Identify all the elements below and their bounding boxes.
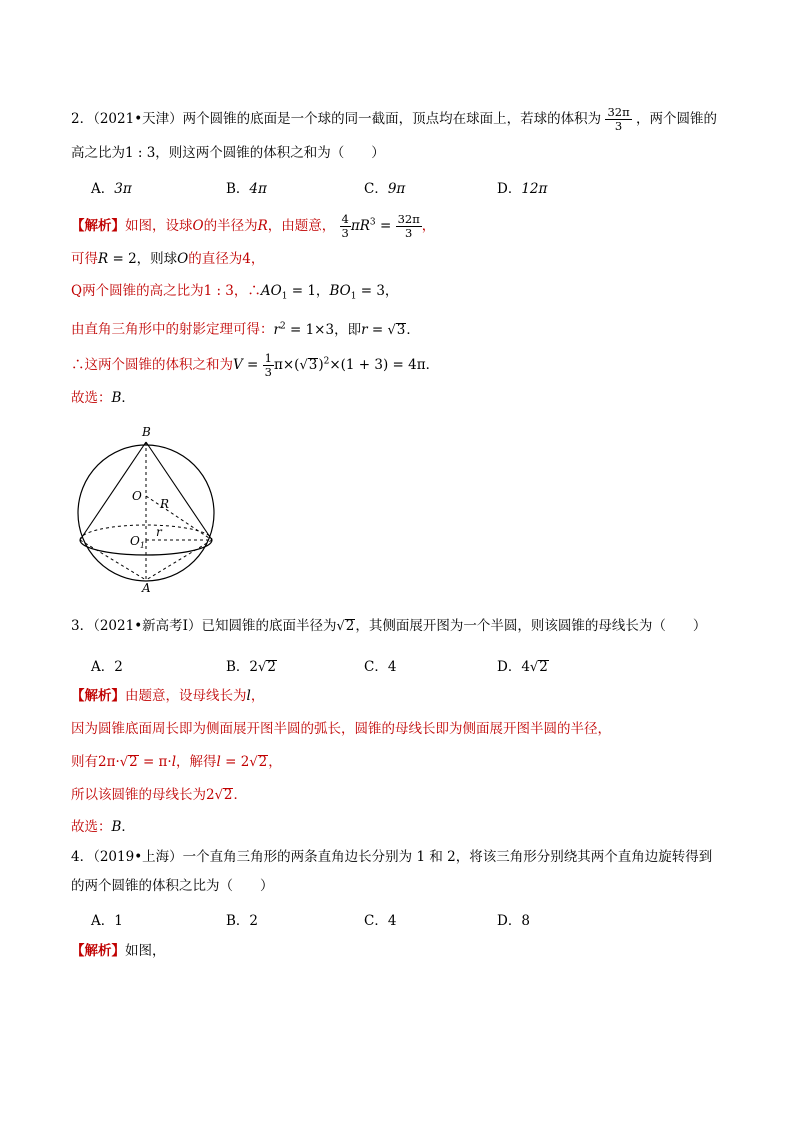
- q4-option-b: B．2: [226, 913, 259, 929]
- label-r: r: [156, 525, 162, 539]
- label-A: A: [142, 581, 151, 595]
- q2-option-c: C．9π: [364, 181, 406, 197]
- q2-option-d: D．12π: [497, 181, 548, 197]
- q4-stem-line1: 4．（2019•上海）一个直角三角形的两条直角边长分别为 1 和 2，将该三角形分别绕其两个直角边旋转得到: [71, 849, 713, 865]
- q4-stem-line2: 的两个圆锥的体积之比为（ ）: [71, 878, 274, 894]
- q3-option-a: A．2: [91, 659, 123, 675]
- label-O: O: [132, 489, 142, 503]
- q2-solution-line1: 【解析】如图，设球O的半径为R，由题意， $\frac{4}{3}$ $\pi R^3$ = $\frac{32\pi}{3}$ ，: [71, 212, 436, 240]
- q2-choose: 故选：B．: [71, 390, 135, 406]
- q2-option-b: B．4π: [226, 181, 267, 197]
- q2-stem-line1: 2．（2021•天津）两个圆锥的底面是一个球的同一截面，顶点均在球面上，若球的体积为 $\frac{32\pi}{3}$ ，两个圆锥的: [71, 105, 717, 133]
- q4-option-c: C．4: [364, 913, 397, 929]
- q3-choose: 故选：B．: [71, 819, 135, 835]
- sphere-cone-figure: [70, 420, 230, 595]
- q2-solution-line4: 由直角三角形中的射影定理可得：$r^2 = 1\times 3$，即r = √3．: [71, 321, 420, 338]
- q3-stem: 3．（2021•新高考Ⅰ）已知圆锥的底面半径为√2，其侧面展开图为一个半圆，则该圆锥的母线长为（ ）: [71, 618, 707, 634]
- q4-option-a: A．1: [91, 913, 123, 929]
- q3-option-d: D．4√2: [497, 659, 548, 675]
- q3-option-c: C．4: [364, 659, 397, 675]
- q2-solution-line2: 可得R = 2，则球O的直径为4，: [71, 251, 265, 267]
- q2-option-a: A．3π: [91, 181, 132, 197]
- q4-solution-line1: 【解析】如图，: [71, 943, 166, 959]
- q3-option-b: B．2√2: [226, 659, 276, 675]
- q3-solution-line2: 因为圆锥底面周长即为侧面展开图半圆的弧长，圆锥的母线长即为侧面展开图半圆的半径，: [71, 721, 611, 737]
- q3-solution-line3: 则有2π·√2 = π·l，解得l = 2√2，: [71, 754, 282, 770]
- label-R: R: [160, 497, 170, 511]
- label-O1: $O_1$: [130, 534, 145, 550]
- q2-solution-line3: Q两个圆锥的高之比为1 : 3，$\therefore AO_1 = 1$，$BO_1 = 3$，: [71, 283, 399, 302]
- lower-edge-right: [146, 540, 212, 580]
- q4-option-d: D．8: [497, 913, 530, 929]
- q3-solution-line4: 所以该圆锥的母线长为2√2．: [71, 787, 247, 803]
- q2-volume-fraction: $\frac{32\pi}{3}$: [607, 105, 630, 133]
- q3-solution-line1: 【解析】由题意，设母线长为l，: [71, 688, 265, 704]
- label-B: B: [142, 425, 151, 439]
- q2-solution-line5: ∴这两个圆锥的体积之和为V = $\frac{1}{3}$ $\pi\times(√3)^2\times(1 + 3) = 4\pi$．: [71, 351, 440, 379]
- q2-stem-line2: 高之比为1 : 3，则这两个圆锥的体积之和为（ ）: [71, 145, 385, 161]
